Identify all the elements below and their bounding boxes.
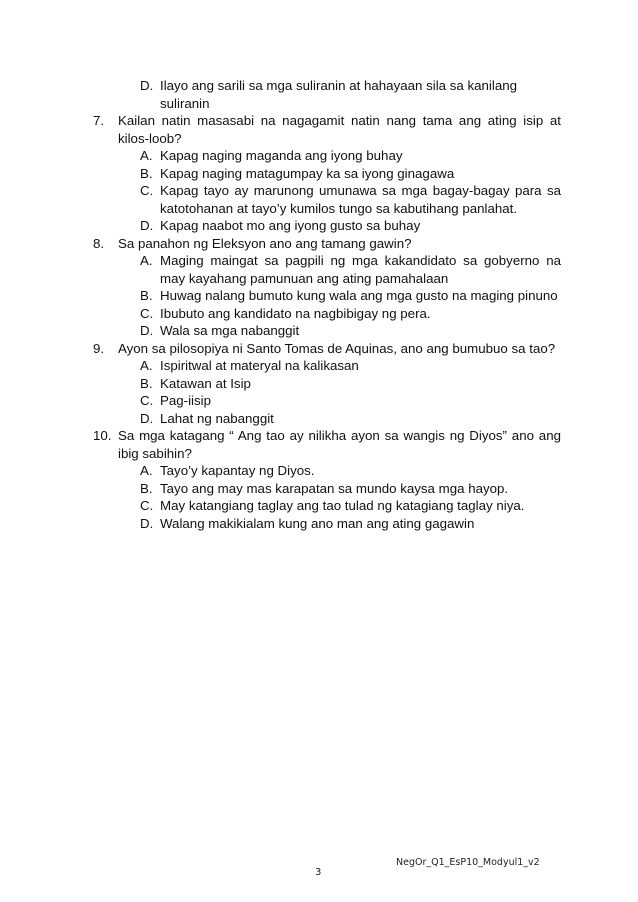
option-q10-c bbox=[93, 497, 561, 515]
question-text: Sa mga katagang “ Ang tao ay nilikha ayon sa wangis ng Diyos” ano ang ibig sabihin? bbox=[118, 428, 561, 461]
option-q9-d bbox=[93, 410, 561, 428]
option-text: Huwag nalang bumuto kung wala ang mga gusto na maging pinuno bbox=[160, 288, 558, 303]
option-text: May katangiang taglay ang tao tulad ng katagiang taglay niya. bbox=[160, 498, 525, 513]
option-letter: D. bbox=[140, 78, 154, 93]
option-letter: A. bbox=[140, 148, 153, 163]
option-letter: D. bbox=[140, 218, 154, 233]
option-q10-b bbox=[93, 480, 561, 498]
option-text: Maging maingat sa pagpili ng mga kakandidato sa gobyerno na may kayahang pamunuan ang ating pamahalaan bbox=[160, 253, 561, 286]
option-text: Wala sa mga nabanggit bbox=[160, 323, 300, 338]
option-letter: A. bbox=[140, 358, 153, 373]
option-q9-c bbox=[93, 392, 561, 410]
option-letter: D. bbox=[140, 323, 154, 338]
option-letter: A. bbox=[140, 253, 153, 268]
question-8 bbox=[93, 235, 561, 253]
option-letter: D. bbox=[140, 410, 154, 426]
option-text: Kapag naging matagumpay ka sa iyong ginagawa bbox=[160, 165, 455, 181]
option-letter: B. bbox=[140, 480, 153, 496]
option-q8-d bbox=[93, 322, 561, 340]
option-letter: D. bbox=[140, 515, 154, 531]
option-letter: B. bbox=[140, 375, 153, 391]
option-text: Ibubuto ang kandidato na nagbibigay ng pera. bbox=[160, 305, 431, 321]
option-q10-a bbox=[93, 462, 561, 480]
option-q7-b bbox=[93, 165, 561, 183]
option-text: Tayo ang may mas karapatan sa mundo kaysa mga hayop. bbox=[160, 480, 509, 496]
option-letter: C. bbox=[140, 498, 154, 513]
question-text: Sa panahon ng Eleksyon ano ang tamang gawin? bbox=[118, 235, 412, 251]
footer-module-code: NegOr_Q1_EsP10_Modyul1_v2 bbox=[396, 857, 540, 868]
option-letter: B. bbox=[140, 165, 153, 181]
option-letter: C. bbox=[140, 393, 154, 408]
option-letter: C. bbox=[140, 305, 154, 321]
question-number: 9. bbox=[93, 340, 105, 356]
option-text: Pag-iisip bbox=[160, 393, 211, 408]
option-q9-b bbox=[93, 375, 561, 393]
option-text: Tayo’y kapantay ng Diyos. bbox=[160, 463, 315, 478]
question-9 bbox=[93, 340, 561, 358]
option-q7-c bbox=[93, 182, 561, 217]
option-text: Ispiritwal at materyal na kalikasan bbox=[160, 358, 359, 373]
option-q8-a bbox=[93, 252, 561, 287]
page-number: 3 bbox=[315, 867, 322, 878]
option-text: Kapag tayo ay marunong umunawa sa mga bagay-bagay para sa katotohanan at tayo’y kumilos tungo sa kabutihang panlahat. bbox=[160, 183, 561, 216]
option-text: Katawan at Isip bbox=[160, 375, 251, 391]
option-q9-a bbox=[93, 357, 561, 375]
option-text: Ilayo ang sarili sa mga suliranin at hahayaan sila sa kanilang suliranin bbox=[160, 78, 518, 111]
option-text: Kapag naabot mo ang iyong gusto sa buhay bbox=[160, 218, 421, 233]
option-text: Walang makikialam kung ano man ang ating gagawin bbox=[160, 515, 475, 531]
option-letter: B. bbox=[140, 288, 153, 303]
question-7 bbox=[93, 112, 561, 147]
option-q6-d bbox=[93, 77, 561, 112]
option-q7-a bbox=[93, 147, 561, 165]
quiz-content bbox=[93, 77, 561, 532]
question-number: 7. bbox=[93, 113, 105, 128]
option-letter: C. bbox=[140, 183, 154, 198]
question-number: 10. bbox=[93, 428, 112, 443]
question-text: Ayon sa pilosopiya ni Santo Tomas de Aquinas, ano ang bumubuo sa tao? bbox=[118, 340, 556, 356]
option-q7-d bbox=[93, 217, 561, 235]
question-text: Kailan natin masasabi na nagagamit natin nang tama ang ating isip at kilos-loob? bbox=[118, 113, 561, 146]
option-q10-d bbox=[93, 515, 561, 533]
option-letter: A. bbox=[140, 463, 153, 478]
option-q8-b bbox=[93, 287, 561, 305]
question-10 bbox=[93, 427, 561, 462]
option-text: Lahat ng nabanggit bbox=[160, 410, 274, 426]
option-q8-c bbox=[93, 305, 561, 323]
question-number: 8. bbox=[93, 235, 105, 251]
option-text: Kapag naging maganda ang iyong buhay bbox=[160, 148, 403, 163]
